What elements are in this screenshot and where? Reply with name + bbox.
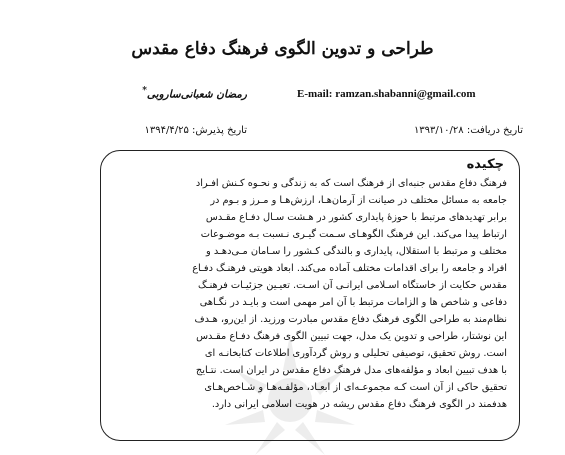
author-name [142,86,247,101]
abstract-line: افراد و جامعه را برای اقدامات مختلف آماده می‌کند. ابعاد هویتی فرهنـگ دفـاع [192,263,507,274]
abstract-line: ارتباط پیدا می‌کند. این فرهنگ الگوهـای سـمت گیـری نـسبت بـه موضـوعات [200,229,507,240]
accepted-date: تاریخ پذیرش: ۱۳۹۴/۴/۲۵ [144,125,247,136]
abstract-line: برابر تهدیدهای مرتبط با حوزهٔ پایداری کشور در هـشت سـال دفـاع مقـدس [205,212,507,223]
abstract-line: مختلف و مرتبط با استقلال، پایداری و بالندگی کـشور را سـامان مـی‌دهـد و [206,246,507,257]
received-date: تاریخ دریافت: ۱۳۹۳/۱۰/۲۸ [413,125,523,136]
abstract-line: مقدس حکایت از خاستگاه اسـلامی ایرانـی آن اسـت. تعیـین جزئیـات فرهنـگ [197,280,507,291]
abstract-heading: چکیده [466,157,504,172]
author-email: E-mail: ramzan.shabanni@gmail.com [297,88,476,100]
abstract-line: جامعه به مسائل مختلف در صیانت از آرمان‌هـا، ارزش‌هـا و مـرز و بـوم در [210,195,507,206]
abstract-line: است. روش تحقیق، توصیفی تحلیلی و روش گردآوری اطلاعات کتابخانـه ای [204,348,507,359]
abstract-line: هدفمند در الگوی فرهنگ دفاع مقدس ریشه در هویت اسلامی ایرانی دارد. [211,399,507,410]
abstract-line: نظام‌مند به طراحی الگوی فرهنگ دفاع مقدس مبادرت ورزید. از این‌رو، هـدف [194,314,507,325]
abstract-line: تحقیق حاکی از آن است کـه مجموعـه‌ای از ابعـاد، مؤلفـه‌هـا و شـاخص‌هـای [204,382,507,393]
author-name-text: رمضان شعبانی‌ساروبی [146,88,247,101]
abstract-body [111,175,507,413]
abstract-line: این نوشتار، طراحی و تدوین یک مدل، جهت تبیین الگوی فرهنگ دفـاع مقـدس [196,331,507,342]
abstract-line: فرهنگ دفاع مقدس جنبه‌ای از فرهنگ است که به زندگی و نحـوه کـنش افـراد [195,178,507,189]
author-footnote-marker: * [142,86,147,96]
abstract-line: دفاعی و شاخص ها و الزامات مرتبط با آن امر مهمی است و بایـد در نگـاهی [199,297,507,308]
abstract-box [100,150,520,441]
article-title: طراحی و تدوین الگوی فرهنگ دفاع مقدس [131,39,434,59]
abstract-line: با هدف تبیین ابعاد و مؤلفه‌های مدل فرهنگ دفاع مقدس در ایران است. نتـایج [195,365,507,376]
